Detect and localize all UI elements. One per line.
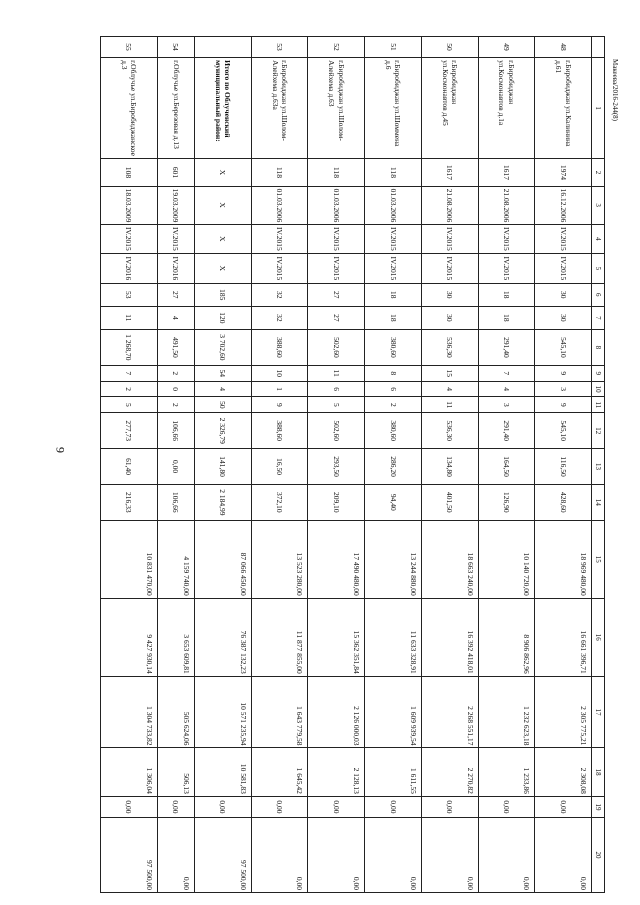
value-cell: 13 523 280,00 xyxy=(251,520,308,598)
value-cell: 4 xyxy=(478,381,535,397)
value-cell: IV.2015 xyxy=(421,224,478,254)
value-cell: 1 304 733,82 xyxy=(101,676,158,748)
column-number-header: 13 xyxy=(592,449,605,485)
header-cell-blank xyxy=(592,37,605,58)
value-cell: 21.08.2006 xyxy=(478,186,535,224)
value-cell: 506,13 xyxy=(157,748,194,796)
value-cell: 1 232 623,18 xyxy=(478,676,535,748)
address-cell: г.Облучье ул.Березовая д.13 xyxy=(157,58,194,159)
value-cell: 11 xyxy=(308,365,365,381)
value-cell: 118 xyxy=(365,159,422,186)
row-number-cell xyxy=(195,37,252,58)
value-cell: IV.2015 xyxy=(251,254,308,284)
value-cell: 1974 xyxy=(535,159,592,186)
value-cell: 0,00 xyxy=(251,796,308,817)
value-cell: 27 xyxy=(157,283,194,306)
value-cell: 0,00 xyxy=(308,796,365,817)
value-cell: 1 611,55 xyxy=(365,748,422,796)
value-cell: 30 xyxy=(535,283,592,306)
value-cell: 15 362 351,84 xyxy=(308,598,365,676)
table-row xyxy=(535,37,592,893)
value-cell: 2 128,13 xyxy=(308,748,365,796)
table-row xyxy=(365,37,422,893)
value-cell: IV.2015 xyxy=(365,224,422,254)
value-cell: 10 140 720,00 xyxy=(478,520,535,598)
value-cell: 18.03.2009 xyxy=(101,186,158,224)
value-cell: IV.2015 xyxy=(421,254,478,284)
value-cell: 545,10 xyxy=(535,330,592,366)
value-cell: 10 xyxy=(251,365,308,381)
column-number-header: 14 xyxy=(592,484,605,520)
value-cell: 141,80 xyxy=(195,449,252,485)
table-row xyxy=(421,37,478,893)
value-cell: 2 xyxy=(101,381,158,397)
row-number-cell: 48 xyxy=(535,37,592,58)
value-cell: IV.2015 xyxy=(478,224,535,254)
value-cell: 2 305 775,21 xyxy=(535,676,592,748)
value-cell: 2 308,08 xyxy=(535,748,592,796)
value-cell: 27 xyxy=(308,306,365,329)
value-cell: 17 490 480,00 xyxy=(308,520,365,598)
value-cell: 134,80 xyxy=(421,449,478,485)
row-number-cell: 50 xyxy=(421,37,478,58)
address-cell: г.Облучье ул.Биробиджанское д.3 xyxy=(101,58,158,159)
value-cell: 0,00 xyxy=(195,796,252,817)
column-number-header: 19 xyxy=(592,796,605,817)
value-cell: 286,20 xyxy=(365,449,422,485)
value-cell: 2 326,79 xyxy=(195,413,252,449)
value-cell: 428,60 xyxy=(535,484,592,520)
value-cell: 5 xyxy=(101,397,158,413)
column-number-header: 15 xyxy=(592,520,605,598)
housing-table xyxy=(100,36,605,893)
value-cell: 401,50 xyxy=(421,484,478,520)
row-number-cell: 55 xyxy=(101,37,158,58)
value-cell: IV.2015 xyxy=(308,254,365,284)
value-cell: 9 xyxy=(535,365,592,381)
column-number-header: 17 xyxy=(592,676,605,748)
value-cell: 2 268 551,17 xyxy=(421,676,478,748)
value-cell: IV.2015 xyxy=(101,224,158,254)
value-cell: 4 xyxy=(157,306,194,329)
value-cell: 32 xyxy=(251,306,308,329)
value-cell: 11 877 855,00 xyxy=(251,598,308,676)
table-body xyxy=(101,37,592,893)
rotated-table-container xyxy=(100,36,605,893)
row-number-cell: 54 xyxy=(157,37,194,58)
column-number-header: 16 xyxy=(592,598,605,676)
value-cell: 87 066 450,00 xyxy=(195,520,252,598)
value-cell: 209,10 xyxy=(308,484,365,520)
value-cell: 15 xyxy=(421,365,478,381)
column-number-header: 1 xyxy=(592,58,605,159)
value-cell: IV.2016 xyxy=(101,254,158,284)
total-row xyxy=(195,37,252,893)
table-sheet xyxy=(100,36,605,893)
row-number-cell: 53 xyxy=(251,37,308,58)
value-cell: 1617 xyxy=(478,159,535,186)
value-cell: 293,50 xyxy=(308,449,365,485)
value-cell: 18 xyxy=(478,306,535,329)
value-cell: 106,66 xyxy=(157,484,194,520)
value-cell: 120 xyxy=(195,306,252,329)
value-cell: 116,50 xyxy=(535,449,592,485)
value-cell: 7 xyxy=(101,365,158,381)
document-code: Макеева/2016-244(8) xyxy=(611,58,619,122)
column-number-header: 12 xyxy=(592,413,605,449)
value-cell: 1 306,04 xyxy=(101,748,158,796)
value-cell: 16.12.2006 xyxy=(535,186,592,224)
value-cell: 536,30 xyxy=(421,413,478,449)
value-cell: 2 xyxy=(157,365,194,381)
value-cell: 53 xyxy=(101,283,158,306)
table-row xyxy=(251,37,308,893)
value-cell: 0,00 xyxy=(251,818,308,893)
value-cell: 2 270,82 xyxy=(421,748,478,796)
value-cell: 2 xyxy=(365,397,422,413)
address-cell: г.Биробиджан ул.Шолом-Алейхема д.63а xyxy=(251,58,308,159)
value-cell: 126,90 xyxy=(478,484,535,520)
value-cell: 01.03.2006 xyxy=(365,186,422,224)
value-cell: 216,33 xyxy=(101,484,158,520)
value-cell: 30 xyxy=(535,306,592,329)
value-cell: IV.2015 xyxy=(535,224,592,254)
value-cell: 6 xyxy=(365,381,422,397)
value-cell: 01.03.2006 xyxy=(308,186,365,224)
column-number-header: 9 xyxy=(592,365,605,381)
value-cell: 7 xyxy=(478,365,535,381)
value-cell: 27 xyxy=(308,283,365,306)
value-cell: 1 643 779,58 xyxy=(251,676,308,748)
value-cell: 0 xyxy=(157,381,194,397)
value-cell: 0,00 xyxy=(101,796,158,817)
value-cell: 2 xyxy=(157,397,194,413)
value-cell: 502,60 xyxy=(308,330,365,366)
value-cell: 4 xyxy=(195,381,252,397)
value-cell: 16,50 xyxy=(251,449,308,485)
value-cell: 1 268,70 xyxy=(101,330,158,366)
value-cell: 11 633 328,91 xyxy=(365,598,422,676)
address-cell: Итого по Облученский муниципальный район: xyxy=(195,58,252,159)
value-cell: 1 645,42 xyxy=(251,748,308,796)
value-cell: 106,66 xyxy=(157,413,194,449)
value-cell: 4 159 740,00 xyxy=(157,520,194,598)
value-cell: 8 906 862,96 xyxy=(478,598,535,676)
value-cell: IV.2016 xyxy=(157,254,194,284)
value-cell: 536,30 xyxy=(421,330,478,366)
table-row xyxy=(478,37,535,893)
column-number-header: 10 xyxy=(592,381,605,397)
column-number-header: 4 xyxy=(592,224,605,254)
value-cell: 5 xyxy=(308,397,365,413)
table-row xyxy=(157,37,194,893)
value-cell: 1 609 939,54 xyxy=(365,676,422,748)
column-number-header: 6 xyxy=(592,283,605,306)
value-cell: 0,00 xyxy=(365,796,422,817)
value-cell: 0,00 xyxy=(535,796,592,817)
value-cell: X xyxy=(195,254,252,284)
value-cell: 32 xyxy=(251,283,308,306)
table-row xyxy=(308,37,365,893)
value-cell: 61,40 xyxy=(101,449,158,485)
value-cell: 8 xyxy=(365,365,422,381)
value-cell: 108 xyxy=(101,159,158,186)
value-cell: X xyxy=(195,186,252,224)
row-number-cell: 49 xyxy=(478,37,535,58)
value-cell: 0,00 xyxy=(308,818,365,893)
value-cell: 118 xyxy=(308,159,365,186)
value-cell: 16 392 418,01 xyxy=(421,598,478,676)
value-cell: 291,40 xyxy=(478,413,535,449)
value-cell: IV.2015 xyxy=(157,224,194,254)
value-cell: 76 387 132,23 xyxy=(195,598,252,676)
value-cell: 9 427 930,14 xyxy=(101,598,158,676)
value-cell: 0,00 xyxy=(157,796,194,817)
column-number-header: 20 xyxy=(592,818,605,893)
value-cell: 601 xyxy=(157,159,194,186)
value-cell: 3 xyxy=(478,397,535,413)
value-cell: 10 581,83 xyxy=(195,748,252,796)
value-cell: 18 969 480,00 xyxy=(535,520,592,598)
address-cell: г.Биробиджан ул.Калинина д.61 xyxy=(535,58,592,159)
value-cell: 97 500,00 xyxy=(195,818,252,893)
value-cell: 18 xyxy=(365,306,422,329)
value-cell: 01.03.2006 xyxy=(251,186,308,224)
value-cell: 0,00 xyxy=(478,818,535,893)
value-cell: 388,60 xyxy=(251,330,308,366)
value-cell: 372,10 xyxy=(251,484,308,520)
value-cell: 164,50 xyxy=(478,449,535,485)
value-cell: IV.2015 xyxy=(478,254,535,284)
value-cell: 0,00 xyxy=(421,796,478,817)
value-cell: 16 661 396,71 xyxy=(535,598,592,676)
value-cell: X xyxy=(195,159,252,186)
column-number-header: 5 xyxy=(592,254,605,284)
column-number-row xyxy=(592,37,605,893)
value-cell: 18 663 240,00 xyxy=(421,520,478,598)
value-cell: 19.03.2009 xyxy=(157,186,194,224)
value-cell: 11 xyxy=(101,306,158,329)
value-cell: 10 571 235,94 xyxy=(195,676,252,748)
value-cell: 0,00 xyxy=(535,818,592,893)
value-cell: 2 184,99 xyxy=(195,484,252,520)
address-cell: г.Биробиджан ул.Шолом-Алейхема д.63 xyxy=(308,58,365,159)
column-number-header: 8 xyxy=(592,330,605,366)
value-cell: 9 xyxy=(535,397,592,413)
value-cell: 18 xyxy=(365,283,422,306)
table-row xyxy=(101,37,158,893)
value-cell: 11 xyxy=(421,397,478,413)
column-number-header: 2 xyxy=(592,159,605,186)
value-cell: 1 233,86 xyxy=(478,748,535,796)
value-cell: 2 126 000,03 xyxy=(308,676,365,748)
value-cell: 491,50 xyxy=(157,330,194,366)
row-number-cell: 51 xyxy=(365,37,422,58)
value-cell: 277,73 xyxy=(101,413,158,449)
value-cell: 0,00 xyxy=(365,818,422,893)
value-cell: 505 624,06 xyxy=(157,676,194,748)
value-cell: 10 831 470,00 xyxy=(101,520,158,598)
value-cell: 388,60 xyxy=(251,413,308,449)
row-number-cell: 52 xyxy=(308,37,365,58)
value-cell: X xyxy=(195,224,252,254)
value-cell: 21.08.2006 xyxy=(421,186,478,224)
value-cell: 0,00 xyxy=(157,818,194,893)
value-cell: 54 xyxy=(195,365,252,381)
column-number-header: 11 xyxy=(592,397,605,413)
address-cell: г.Биробиджан ул.Космонавтов д.45 xyxy=(421,58,478,159)
value-cell: 291,40 xyxy=(478,330,535,366)
value-cell: 50 xyxy=(195,397,252,413)
value-cell: 3 702,60 xyxy=(195,330,252,366)
value-cell: 94,40 xyxy=(365,484,422,520)
value-cell: IV.2015 xyxy=(308,224,365,254)
value-cell: 545,10 xyxy=(535,413,592,449)
column-number-header: 7 xyxy=(592,306,605,329)
value-cell: 1 xyxy=(251,381,308,397)
value-cell: 0,00 xyxy=(157,449,194,485)
address-cell: г.Биробиджан ул.Шоммена д.6 xyxy=(365,58,422,159)
value-cell: 30 xyxy=(421,283,478,306)
value-cell: 502,60 xyxy=(308,413,365,449)
address-cell: г.Биробиджан ул.Космонавтов д.1а xyxy=(478,58,535,159)
value-cell: 1617 xyxy=(421,159,478,186)
value-cell: 97 500,00 xyxy=(101,818,158,893)
value-cell: 4 xyxy=(421,381,478,397)
value-cell: 185 xyxy=(195,283,252,306)
value-cell: 13 244 880,00 xyxy=(365,520,422,598)
value-cell: 18 xyxy=(478,283,535,306)
value-cell: 0,00 xyxy=(478,796,535,817)
value-cell: IV.2015 xyxy=(251,224,308,254)
value-cell: 6 xyxy=(308,381,365,397)
column-number-header: 18 xyxy=(592,748,605,796)
value-cell: 380,60 xyxy=(365,330,422,366)
value-cell: IV.2015 xyxy=(365,254,422,284)
value-cell: 30 xyxy=(421,306,478,329)
column-number-header: 3 xyxy=(592,186,605,224)
value-cell: 3 xyxy=(535,381,592,397)
page-number: 9 xyxy=(53,447,68,453)
value-cell: 380,60 xyxy=(365,413,422,449)
value-cell: 3 653 609,81 xyxy=(157,598,194,676)
value-cell: IV.2015 xyxy=(535,254,592,284)
value-cell: 0,00 xyxy=(421,818,478,893)
value-cell: 118 xyxy=(251,159,308,186)
value-cell: 9 xyxy=(251,397,308,413)
